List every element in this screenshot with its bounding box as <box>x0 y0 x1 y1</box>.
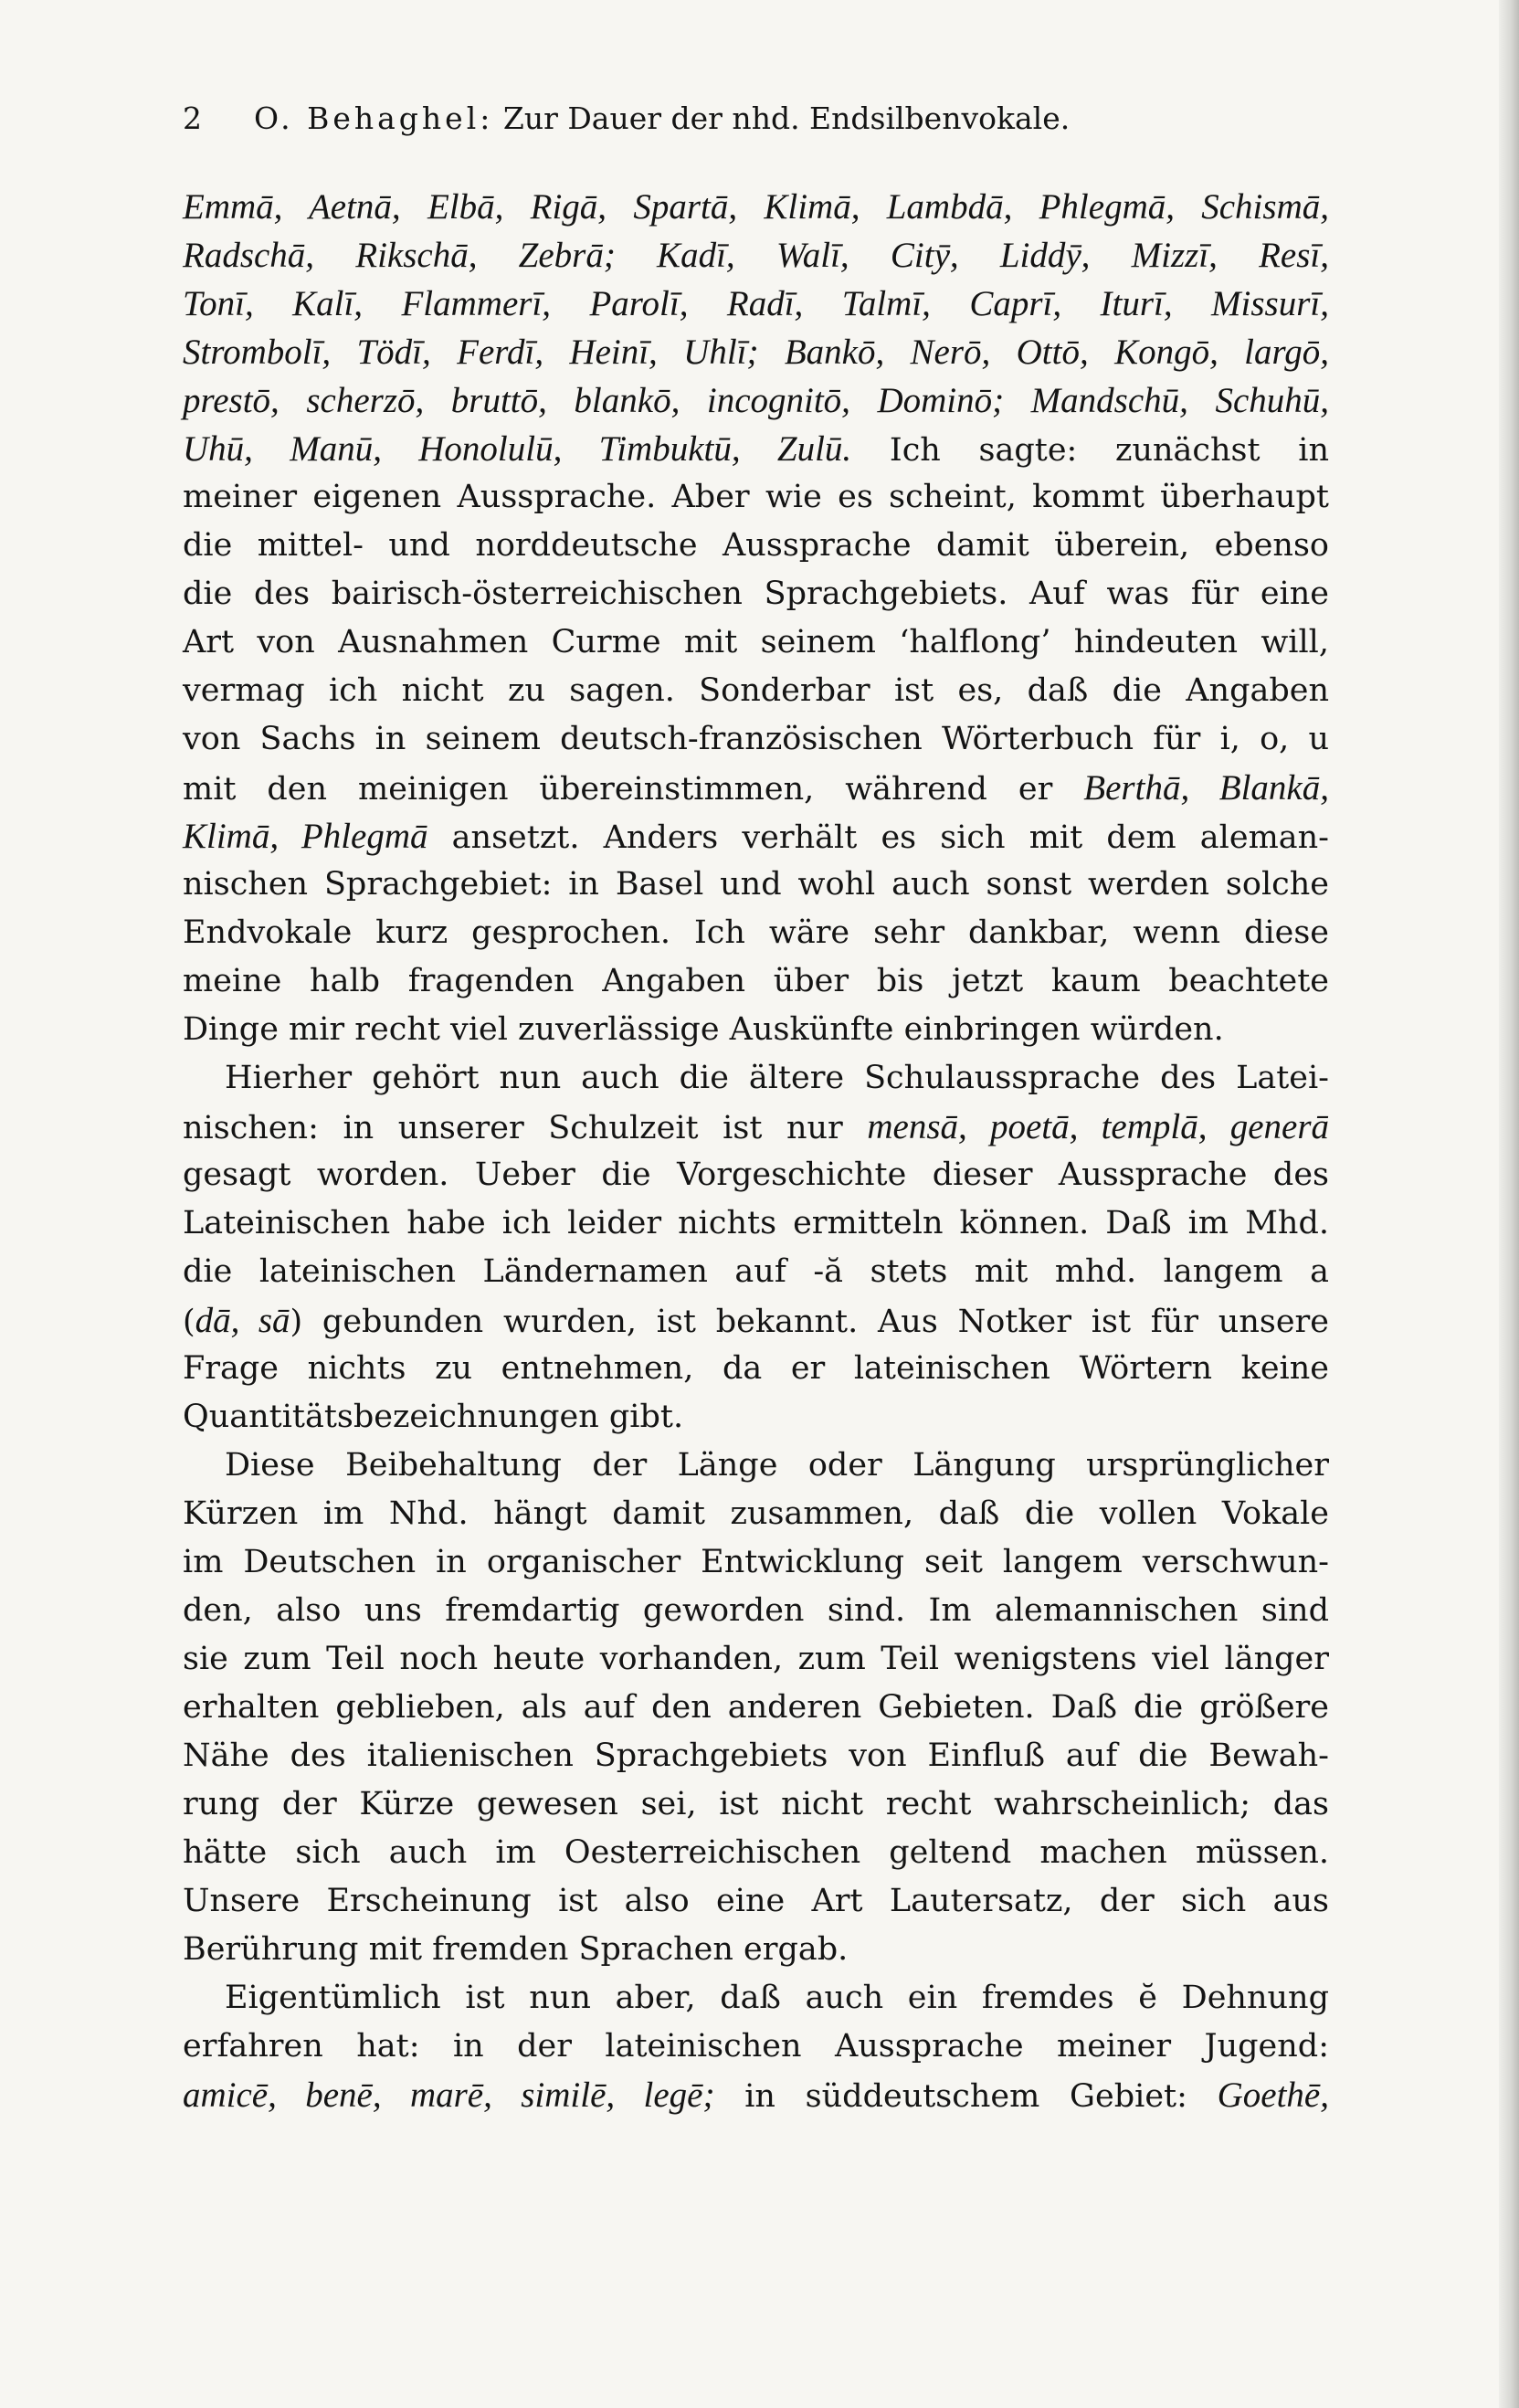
text-segment: die lateinischen Ländernamen auf -ă stets mit mhd. langem a <box>183 1253 1329 1290</box>
text-segment: gesagt worden. Ueber die Vorgeschichte dieser Aussprache des <box>183 1156 1329 1193</box>
text-line <box>183 2023 1329 2071</box>
italic-segment: Strombolī, Tödī, Ferdī, Heinī, Uhlī; Bankō, Nerō, Ottō, Kongō, largō, <box>183 333 1329 372</box>
text-segment: rung der Kürze gewesen sei, ist nicht recht wahrscheinlich; das <box>183 1786 1329 1822</box>
text-line <box>183 1684 1329 1732</box>
text-line <box>183 1345 1329 1393</box>
text-segment: Hierher gehört nun auch die ältere Schulaussprache des Latei- <box>225 1060 1329 1096</box>
running-header <box>183 91 1334 146</box>
text-line <box>183 376 1329 425</box>
text-line <box>183 1829 1329 1877</box>
text-segment: erfahren hat: in der lateinischen Aussprache meiner Jugend: <box>183 2028 1329 2065</box>
italic-segment: Uhū, Manū, Honolulū, Timbuktū, Zulū. <box>183 429 852 469</box>
text-segment: Ich sagte: zunächst in <box>851 432 1329 469</box>
text-segment: hätte sich auch im Oesterreichischen geltend machen müssen. <box>183 1834 1329 1871</box>
text-line <box>183 473 1329 522</box>
text-line <box>183 183 1329 231</box>
text-line <box>183 328 1329 376</box>
body-text <box>183 183 1329 2119</box>
text-segment: Kürzen im Nhd. hängt damit zusammen, daß die vollen Vokale <box>183 1495 1329 1532</box>
text-line <box>183 280 1329 328</box>
text-segment: Quantitätsbezeichnungen gibt. <box>183 1399 684 1435</box>
text-segment: ) gebunden wurden, ist bekannt. Aus Notker ist für unsere <box>290 1304 1329 1340</box>
text-line <box>183 570 1329 618</box>
text-line <box>183 715 1329 764</box>
page-number: 2 <box>183 100 202 136</box>
text-line <box>183 1393 1329 1442</box>
text-segment: im Deutschen in organischer Entwicklung seit langem verschwun- <box>183 1544 1329 1580</box>
italic-segment: Berthā, Blankā, <box>1083 768 1329 808</box>
text-segment: vermag ich nicht zu sagen. Sonderbar ist es, daß die Angaben <box>183 672 1329 709</box>
text-line <box>183 1490 1329 1538</box>
italic-segment: Radschā, Rikschā, Zebrā; Kadī, Walī, Citȳ, Liddȳ, Mizzī, Resī, <box>183 236 1329 275</box>
page-edge-shadow <box>1499 0 1519 2408</box>
text-segment: Dinge mir recht viel zuverlässige Auskünfte einbringen würden. <box>183 1011 1224 1048</box>
header-title: Zur Dauer der nhd. Endsilbenvokale. <box>502 100 1071 136</box>
text-line <box>183 957 1329 1006</box>
text-line <box>183 1296 1329 1345</box>
italic-segment: prestō, scherzō, bruttō, blankō, incognitō, Dominō; Mandschū, Schuhū, <box>183 381 1329 420</box>
text-segment: von Sachs in seinem deutsch-französischen Wörterbuch für i, o, u <box>183 721 1329 757</box>
text-line <box>183 1926 1329 1974</box>
text-line <box>183 1587 1329 1635</box>
text-line <box>183 1974 1329 2023</box>
header-author: O. Behaghel: <box>254 100 494 136</box>
text-segment: die des bairisch-österreichischen Sprachgebiets. Auf was für eine <box>183 576 1329 612</box>
text-segment: Endvokale kurz gesprochen. Ich wäre sehr dankbar, wenn diese <box>183 914 1329 951</box>
text-line <box>183 1199 1329 1248</box>
text-segment: ( <box>183 1304 195 1340</box>
text-line <box>183 1538 1329 1587</box>
text-line <box>183 909 1329 957</box>
italic-segment: mensā, poetā, templā, generā <box>867 1107 1329 1146</box>
text-segment: erhalten geblieben, als auf den anderen Gebieten. Daß die größere <box>183 1689 1329 1726</box>
text-line <box>183 1442 1329 1490</box>
text-line <box>183 1732 1329 1780</box>
text-segment: in süddeutschem Gebiet: <box>714 2078 1218 2115</box>
text-line <box>183 812 1329 861</box>
text-line <box>183 764 1329 812</box>
text-line <box>183 1877 1329 1926</box>
text-segment: nischen: in unserer Schulzeit ist nur <box>183 1110 868 1146</box>
text-segment: Frage nichts zu entnehmen, da er lateinischen Wörtern keine <box>183 1350 1329 1387</box>
italic-segment: Tonī, Kalī, Flammerī, Parolī, Radī, Talmī, Caprī, Iturī, Missurī, <box>183 284 1329 323</box>
italic-segment: Klimā, Phlegmā <box>183 817 428 856</box>
italic-segment: Goethē, <box>1217 2075 1329 2115</box>
text-segment: Nähe des italienischen Sprachgebiets von Einfluß auf die Bewah- <box>183 1737 1329 1774</box>
text-segment: sie zum Teil noch heute vorhanden, zum Teil wenigstens viel länger <box>183 1641 1329 1677</box>
text-line <box>183 618 1329 667</box>
text-segment: Diese Beibehaltung der Länge oder Längung ursprünglicher <box>225 1447 1329 1484</box>
text-segment: nischen Sprachgebiet: in Basel und wohl auch sonst werden solche <box>183 866 1329 903</box>
text-segment: Unsere Erscheinung ist also eine Art Lautersatz, der sich aus <box>183 1883 1329 1919</box>
italic-segment: dā, sā <box>195 1301 290 1340</box>
text-line <box>183 1054 1329 1103</box>
italic-segment: Emmā, Aetnā, Elbā, Rigā, Spartā, Klimā, Lambdā, Phlegmā, Schismā, <box>183 187 1329 227</box>
text-segment: meiner eigenen Aussprache. Aber wie es scheint, kommt überhaupt <box>183 479 1329 515</box>
text-line <box>183 1006 1329 1054</box>
text-segment: ansetzt. Anders verhält es sich mit dem aleman- <box>427 819 1329 856</box>
text-segment: Lateinischen habe ich leider nichts ermitteln können. Daß im Mhd. <box>183 1205 1329 1241</box>
text-segment: Berührung mit fremden Sprachen ergab. <box>183 1931 849 1968</box>
text-segment: Art von Ausnahmen Curme mit seinem ‘halflong’ hindeuten will, <box>183 624 1329 660</box>
text-segment: Eigentümlich ist nun aber, daß auch ein fremdes ĕ Dehnung <box>225 1980 1329 2016</box>
text-segment: meine halb fragenden Angaben über bis jetzt kaum beachtete <box>183 963 1329 999</box>
text-line <box>183 1635 1329 1684</box>
text-line <box>183 1151 1329 1199</box>
text-segment: mit den meinigen übereinstimmen, während er <box>183 771 1084 808</box>
text-segment: den, also uns fremdartig geworden sind. Im alemannischen sind <box>183 1592 1329 1629</box>
text-line <box>183 667 1329 715</box>
text-line <box>183 231 1329 280</box>
italic-segment: amicē, benē, marē, similē, legē; <box>183 2075 715 2115</box>
text-line <box>183 1103 1329 1151</box>
text-segment: die mittel- und norddeutsche Aussprache damit überein, ebenso <box>183 527 1329 564</box>
text-line <box>183 522 1329 570</box>
text-line <box>183 1248 1329 1296</box>
text-line <box>183 2071 1329 2119</box>
text-line <box>183 1780 1329 1829</box>
text-line <box>183 425 1329 473</box>
text-line <box>183 861 1329 909</box>
